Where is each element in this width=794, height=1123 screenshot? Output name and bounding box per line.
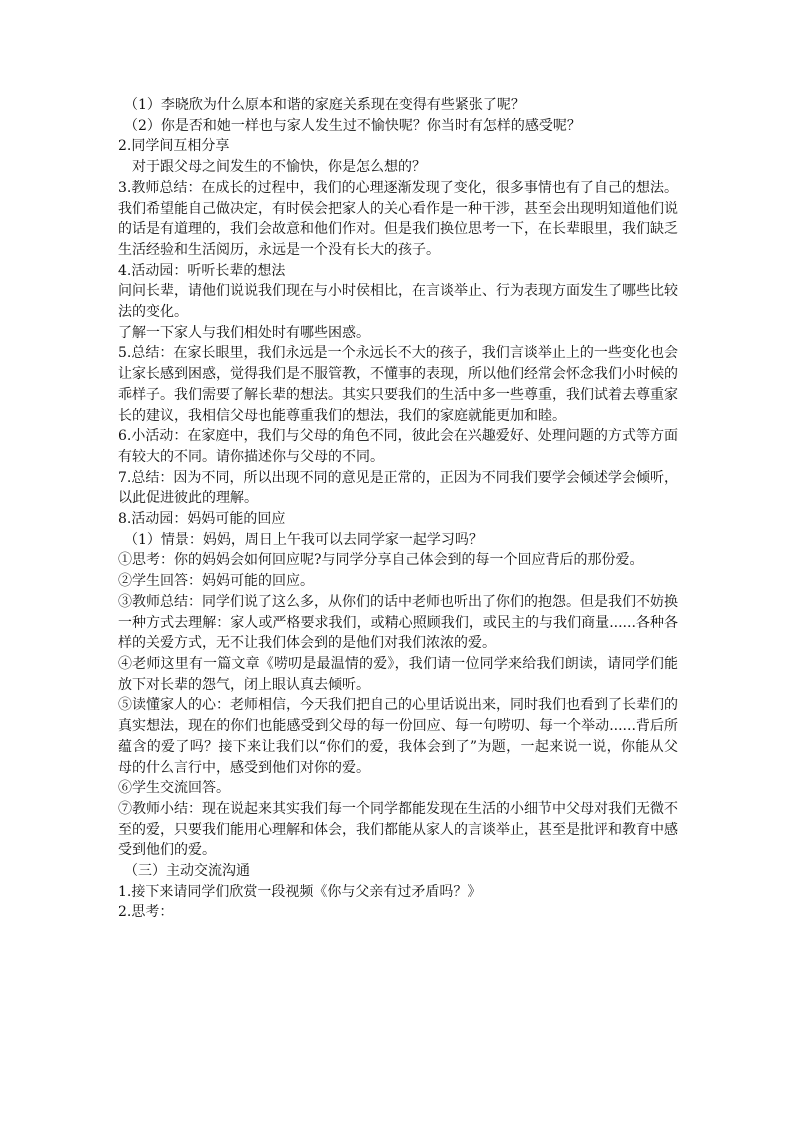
- step-article-reading: ④老师这里有一篇文章《唠叨是最温情的爱》，我们请一位同学来给我们朗读，请同学们能放下对长辈的怨气，闭上眼认真去倾听。: [118, 655, 678, 693]
- step-understand-family: ⑤读懂家人的心：老师相信，今天我们把自己的心里话说出来，同时我们也看到了长辈们的真实想法，现在的你们也能感受到父母的每一份回应、每一句唠叨、每一个举动......背后所蕴含的爱了吗？接下来让我们以“你们的爱，我体会到了”为题，一起来说一说，你能从父母的什么言行中，感受到他们对你的爱。: [118, 697, 678, 776]
- step-student-exchange: ⑥学生交流回答。: [118, 780, 230, 797]
- step-think: ①思考：你的妈妈会如何回应呢?与同学分享自己体会到的每一个回应背后的那份爱。: [118, 552, 644, 569]
- step-teacher-summary: ③教师总结：同学们说了这么多，从你们的话中老师也听出了你们的抱怨。但是我们不妨换一种方式去理解：家人或严格要求我们，或精心照顾我们，或民主的与我们商量......各种各样的关爱方式，无不让我们体会到的是他们对我们浓浓的爱。: [118, 593, 678, 652]
- question-1: （1）李晓欣为什么原本和谐的家庭关系现在变得有些紧张了呢？: [124, 97, 525, 113]
- scenario: （1）情景：妈妈，周日上午我可以去同学家一起学习吗？: [124, 531, 483, 548]
- teacher-summary-3: 3.教师总结：在成长的过程中，我们的心理逐渐发现了变化，很多事情也有了自己的想法。我们希望能自己做决定，有时侯会把家人的关心看作是一种干涉，甚至会出现明知道他们说的话是有道理的，我们会故意和他们作对。但是我们换位思考一下，在长辈眼里，我们缺乏生活经验和生活阅历，永远是一个没有长大的孩子。: [118, 179, 678, 258]
- video-instruction: 1.接下来请同学们欣赏一段视频《你与父亲有过矛盾吗？》: [118, 883, 482, 900]
- activity-4-followup: 了解一下家人与我们相处时有哪些困惑。: [118, 324, 370, 341]
- section-heading-share: 2.同学间互相分享: [118, 138, 230, 155]
- think-prompt: 2.思考：: [118, 904, 174, 921]
- summary-5: 5.总结：在家长眼里，我们永远是一个永远长不大的孩子，我们言谈举止上的一些变化也会让家长感到困惑，觉得我们是不服管教，不懂事的表现，所以他们经常会怀念我们小时候的乖样子。我们需要了解长辈的想法。其实只要我们的生活中多一些尊重，我们试着去尊重家长的建议，我相信父母也能尊重我们的想法，我们的家庭就能更加和睦。: [118, 345, 678, 424]
- section-heading-communication: （三）主动交流沟通: [124, 863, 250, 880]
- step-teacher-conclusion: ⑦教师小结：现在说起来其实我们每一个同学都能发现在生活的小细节中父母对我们无微不至的爱，只要我们能用心理解和体会，我们都能从家人的言谈举止，甚至是批评和教育中感受到他们的爱。: [118, 800, 678, 859]
- summary-7: 7.总结：因为不同，所以出现不同的意见是正常的，正因为不同我们要学会倾述学会倾听，以此促进彼此的理解。: [118, 469, 678, 507]
- activity-4-instruction: 问问长辈，请他们说说我们现在与小时侯相比，在言谈举止、行为表现方面发生了哪些比较法的变化。: [118, 283, 678, 321]
- section-heading-activity-8: 8.活动园：妈妈可能的回应: [118, 511, 286, 528]
- step-student-answer: ②学生回答：妈妈可能的回应。: [118, 573, 314, 590]
- question-2: （2）你是否和她一样也与家人发生过不愉快呢？你当时有怎样的感受呢？: [124, 117, 581, 134]
- share-prompt: 对于跟父母之间发生的不愉快，你是怎么想的？: [132, 159, 426, 176]
- lesson-plan-text: [118, 95, 678, 923]
- small-activity-6: 6.小活动：在家庭中，我们与父母的角色不同，彼此会在兴趣爱好、处理问题的方式等方面有较大的不同。请你描述你与父母的不同。: [118, 428, 678, 465]
- section-heading-activity-4: 4.活动园：听听长辈的想法: [118, 262, 286, 279]
